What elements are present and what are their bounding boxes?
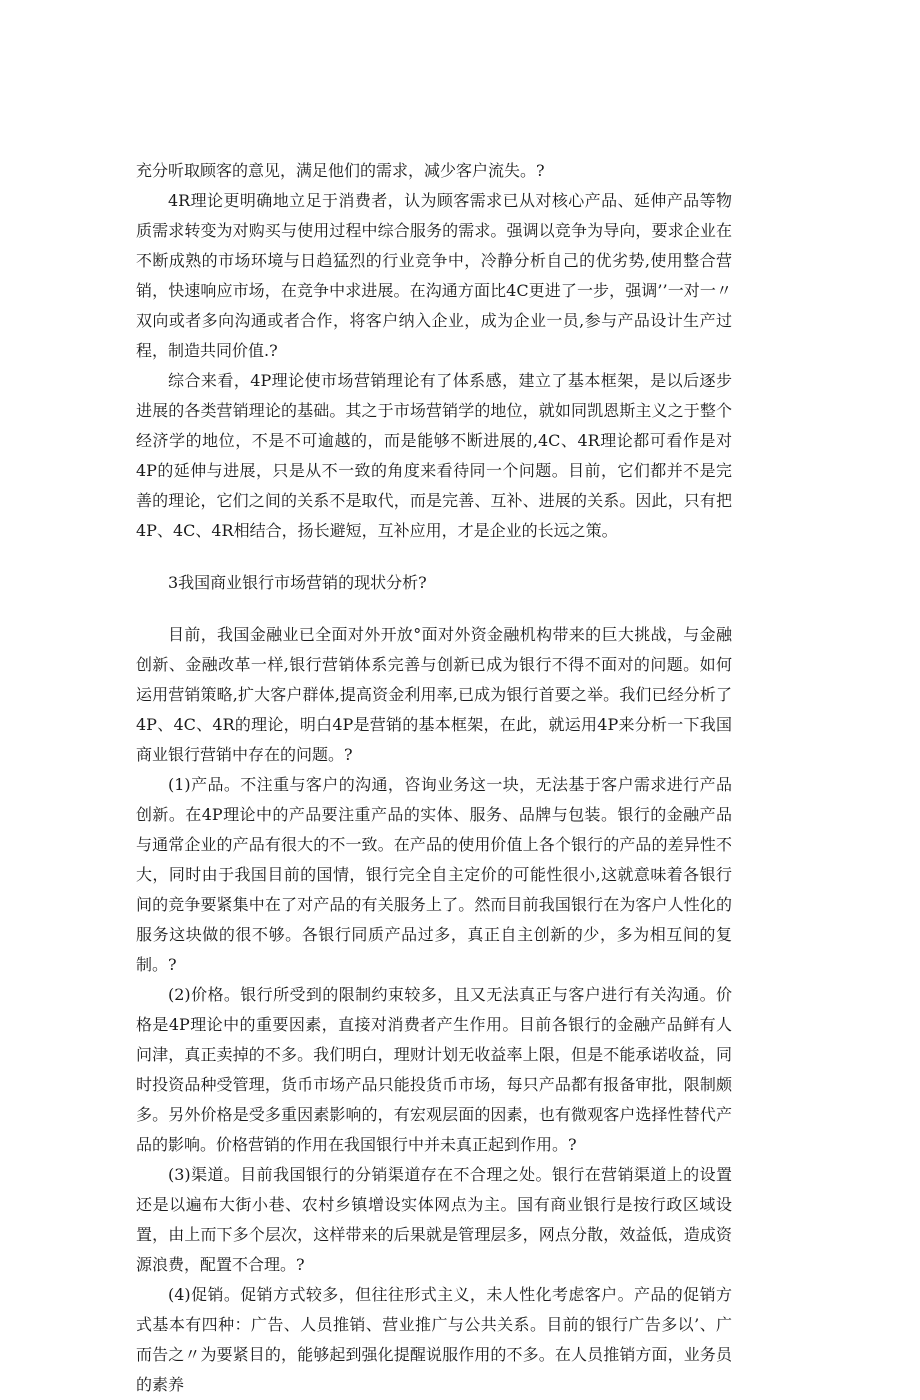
paragraph-4r-theory: 4R理论更明确地立足于消费者，认为顾客需求已从对核心产品、延伸产品等物质需求转变为对购买与使用过程中综合服务的需求。强调以竞争为导向，要求企业在不断成熟的市场环境与日趋猛烈的行业竞争中，冷静分析自己的优劣势,使用整合营销，快速响应市场，在竞争中求进展。在沟通方面比4C更进了一步，强调’’一对一〃双向或者多向沟通或者合作，将客户纳入企业，成为企业一员,参与产品设计生产过程，制造共同价值.? bbox=[136, 191, 732, 360]
document-body bbox=[136, 156, 732, 1400]
paragraph-continuation: 充分听取顾客的意见，满足他们的需求，减少客户流失。? bbox=[136, 161, 545, 180]
paragraph-price: (2)价格。银行所受到的限制约束较多，且又无法真正与客户进行有关沟通。价格是4P理论中的重要因素，直接对消费者产生作用。目前各银行的金融产品鲜有人问津，真正卖掉的不多。我们明白，理财计划无收益率上限，但是不能承诺收益，同时投资品种受管理，货币市场产品只能投货币市场，每只产品都有报备审批，限制颇多。另外价格是受多重因素影响的，有宏观层面的因素，也有微观客户选择性替代产品的影响。价格营销的作用在我国银行中并未真正起到作用。? bbox=[136, 985, 732, 1154]
paragraph-promotion: (4)促销。促销方式较多，但往往形式主义，未人性化考虑客户。产品的促销方式基本有四种：广告、人员推销、营业推广与公共关系。目前的银行广告多以’、广而告之〃为要紧目的，能够起到强化提醒说服作用的不多。在人员推销方面，业务员的素养 bbox=[136, 1285, 732, 1394]
section-heading: 3我国商业银行市场营销的现状分析? bbox=[168, 573, 427, 592]
paragraph-summary: 综合来看，4P理论使市场营销理论有了体系感，建立了基本框架，是以后逐步进展的各类营销理论的基础。其之于市场营销学的地位，就如同凯恩斯主义之于整个经济学的地位，不是不可逾越的，而是能够不断进展的,4C、4R理论都可看作是对4P的延伸与进展，只是从不一致的角度来看待同一个问题。目前，它们都并不是完善的理论，它们之间的关系不是取代，而是完善、互补、进展的关系。因此，只有把4P、4C、4R相结合，扬长避短，互补应用，才是企业的长远之策。 bbox=[136, 371, 732, 540]
paragraph-intro: 目前，我国金融业已全面对外开放°面对外资金融机构带来的巨大挑战，与金融创新、金融改革一样,银行营销体系完善与创新已成为银行不得不面对的问题。如何运用营销策略,扩大客户群体,提高资金利用率,已成为银行首要之举。我们已经分析了4P、4C、4R的理论，明白4P是营销的基本框架，在此，就运用4P来分析一下我国商业银行营销中存在的问题。? bbox=[136, 625, 732, 764]
paragraph-channel: (3)渠道。目前我国银行的分销渠道存在不合理之处。银行在营销渠道上的设置还是以遍布大街小巷、农村乡镇增设实体网点为主。国有商业银行是按行政区域设置，由上而下多个层次，这样带来的后果就是管理层多，网点分散，效益低，造成资源浪费，配置不合理。? bbox=[136, 1165, 732, 1274]
paragraph-product: (1)产品。不注重与客户的沟通，咨询业务这一块，无法基于客户需求进行产品创新。在4P理论中的产品要注重产品的实体、服务、品牌与包装。银行的金融产品与通常企业的产品有很大的不一致。在产品的使用价值上各个银行的产品的差异性不大，同时由于我国目前的国情，银行完全自主定价的可能性很小,这就意味着各银行间的竞争要紧集中在了对产品的有关服务上了。然而目前我国银行在为客户人性化的服务这块做的很不够。各银行同质产品过多，真正自主创新的少，多为相互间的复制。? bbox=[136, 775, 732, 974]
